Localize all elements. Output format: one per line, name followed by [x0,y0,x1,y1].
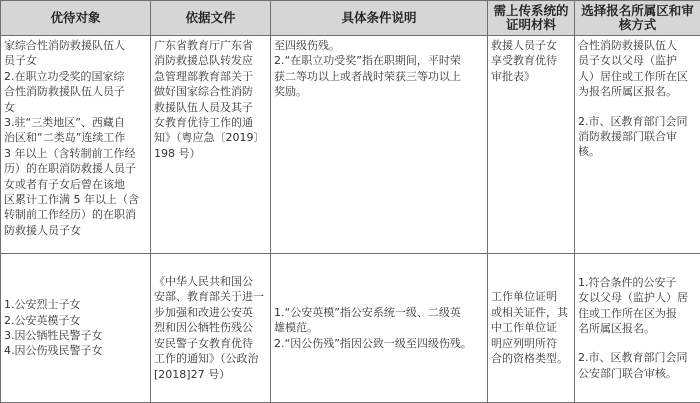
text-line: 做好国家综合性消防 [154,84,267,99]
text-line: 历）的在职消防救援人员子 [4,161,147,176]
text-line: 工作的通知》（公政治 [154,351,267,366]
text-line: 广东省教育厅广东省 [154,38,267,53]
text-line: 4.因公伤残民警子女 [4,343,147,358]
text-line: 雄模范。 [274,320,484,335]
text-line: 女教育优待工作的通 [154,115,267,130]
text-line: 转制前工作经历）的在职消 [4,207,147,222]
text-line: 女或者有子女后曾在该地 [4,177,147,192]
cell-conditions [271,36,488,254]
text-line: 3.驻“三类地区”、西藏自 [4,115,147,130]
text-line: [2018]27 号） [154,367,267,382]
cell-registration [575,254,700,403]
paragraph-gap [578,336,697,350]
text-line: 1.符合条件的公安子 [578,275,697,290]
cell-document [151,254,271,403]
cell-materials [488,254,575,403]
text-line: 至四级伤残。 [274,38,484,53]
text-line: 2.公安英模子女 [4,313,147,328]
text-line: 或相关证件，其 [491,305,571,320]
cell-targets [1,254,151,403]
text-line: 2.市、区教育部门会同 [578,350,697,365]
text-line: 住或工作所在区为报 [578,306,697,321]
text-line: 员子女以父母（监护 [578,53,697,68]
text-line: 救援人员子女 [491,38,571,53]
header-document: 依据文件 [151,1,271,36]
text-line: 奖励。 [274,84,484,99]
cell-conditions [271,254,488,403]
cell-registration [575,36,700,254]
text-line: 工作单位证明 [491,289,571,304]
text-line: 治区和“二类岛”连续工作 [4,130,147,145]
header-target: 优待对象 [1,1,151,36]
text-line: 中工作单位证 [491,320,571,335]
text-line: 享受教育优待 [491,53,571,68]
text-line: 明应列明所符 [491,336,571,351]
text-line: 核。 [578,144,697,159]
cell-targets [1,36,151,254]
text-line: 烈和因公牺牲伤残公 [154,320,267,335]
text-line: 1.“公安英模”指公安系统一级、二级英 [274,305,484,320]
table-row [1,254,700,403]
text-line: 2.“因公伤残”指因公致一级至四级伤残。 [274,336,484,351]
text-line: 救援队伍人员及其子 [154,100,267,115]
text-line: 2.在职立功受奖的国家综 [4,69,147,84]
text-line: 知》（粤应急〔2019〕 [154,130,267,145]
text-line: 3 年以上（含转制前工作经 [4,146,147,161]
text-line: 消防救援部门联合审 [578,129,697,144]
text-line: 1.公安烈士子女 [4,297,147,312]
text-line: 消防救援总队转发应 [154,53,267,68]
text-line: 区累计工作满 5 年以上（含 [4,192,147,207]
header-registration: 选择报名所属区和审核方式 [575,1,700,36]
text-line: 急管理部教育部关于 [154,69,267,84]
text-line: 安民警子女教育优待 [154,336,267,351]
text-line: 名所属区报名。 [578,321,697,336]
text-line: 公安部门联合审核。 [578,366,697,381]
text-line: 2.市、区教育部门会同 [578,114,697,129]
text-line: 合性消防救援队伍人 [578,38,697,53]
text-line: 防救援人员子女 [4,223,147,238]
text-line: 审批表》 [491,69,571,84]
text-line: 女 [4,100,147,115]
cell-document [151,36,271,254]
table-header-row [1,1,700,36]
table-row [1,36,700,254]
text-line: 家综合性消防救援队伍人 [4,38,147,53]
text-line: 198 号） [154,146,267,161]
paragraph-gap [578,100,697,114]
text-line: 员子女 [4,53,147,68]
text-line: 合的资格类型。 [491,351,571,366]
text-line: 女以父母（监护人）居 [578,290,697,305]
header-conditions: 具体条件说明 [271,1,488,36]
text-line: 《中华人民共和国公 [154,274,267,289]
text-line: 安部、教育部关于进一 [154,289,267,304]
header-materials: 需上传系统的证明材料 [488,1,575,36]
text-line: 为报名所属区报名。 [578,84,697,99]
text-line: 人）居住或工作所在区 [578,69,697,84]
cell-materials [488,36,575,254]
text-line: 2.“在职立功受奖”指在职期间，平时荣 [274,53,484,68]
text-line: 步加强和改进公安英 [154,305,267,320]
text-line: 合性消防救援队伍人员子 [4,84,147,99]
text-line: 3.因公牺牲民警子女 [4,328,147,343]
text-line: 获二等功以上或者战时荣获三等功以上 [274,69,484,84]
